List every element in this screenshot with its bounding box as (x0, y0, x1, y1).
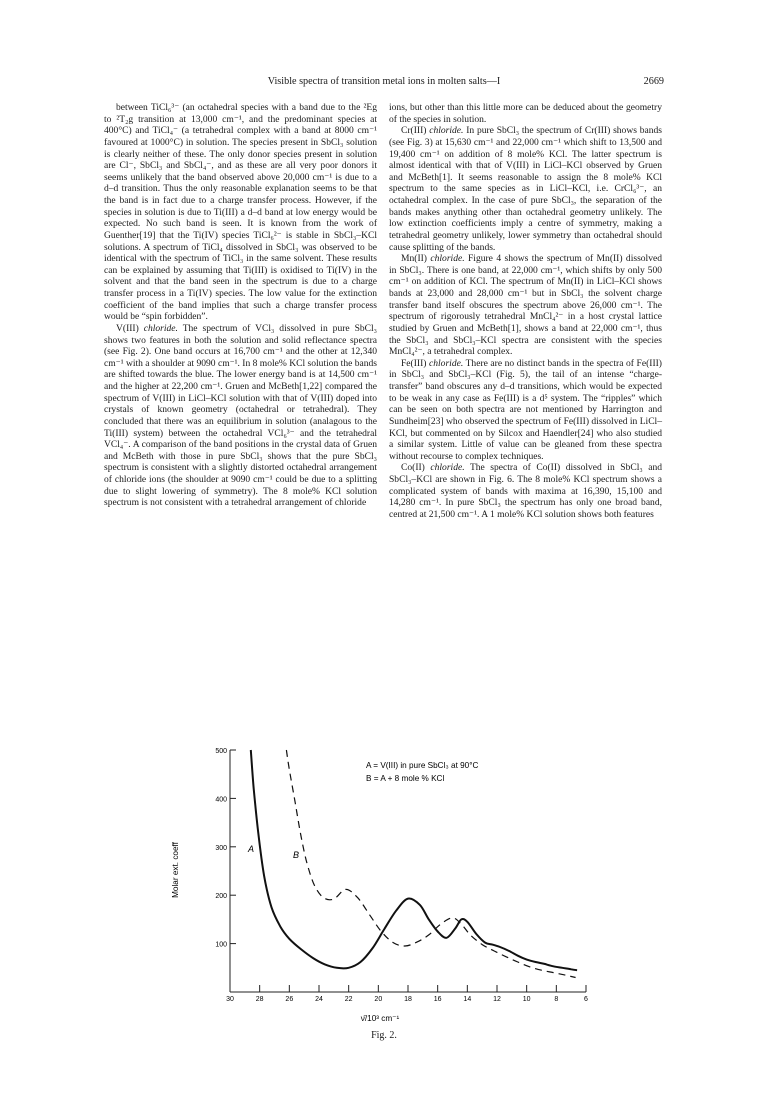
paragraph (389, 253, 662, 358)
section-lead-italic: chloride. (430, 462, 465, 474)
paragraph-text: In pure SbCl₃ the spectrum of Cr(III) shows bands (see Fig. 3) at 15,630 cm⁻¹ and 22,000 cm⁻¹ which shift to 13,500 and 19,400 cm⁻¹ on addition of 8 mole% KCl. The latter spectrum is almost identical with that of V(III) in LiCl–KCl observed by Gruen and McBeth[1]. It seems reasonable to assign the 8 mole% KCl spectrum to the same species as in LiCl–KCl, i.e. CrCl₆³⁻, an octahedral complex. In the case of pure SbCl₃, the separation of the bands makes anything other than octahedral geometry unlikely. The low extinction coefficients imply a centre of symmetry, making a tetrahedral geometry unlikely, lower symmetry than octahedral should cause splitting of the bands. (389, 125, 662, 253)
x-tick-label: 28 (255, 996, 264, 1003)
x-tick-label: 16 (433, 996, 442, 1003)
x-axis-label: ν̄/10³ cm⁻¹ (360, 1014, 400, 1023)
section-lead-italic: chloride. (143, 322, 178, 334)
y-tick-label: 200 (215, 893, 227, 901)
x-tick-label: 12 (493, 996, 501, 1003)
figure-2 (170, 740, 610, 1030)
x-tick-label: 14 (463, 996, 472, 1003)
legend-line-1: A = V(III) in pure SbCl₃ at 90°C (366, 761, 479, 770)
x-tick-label: 6 (584, 996, 588, 1003)
y-tick-label: 100 (215, 941, 227, 949)
spectrum-chart (170, 740, 610, 1030)
right-column (389, 102, 662, 521)
x-tick-label: 22 (344, 996, 353, 1003)
y-tick-label: 500 (215, 748, 227, 755)
page-number: 2669 (643, 76, 664, 87)
paragraph (104, 102, 377, 323)
x-tick-label: 30 (226, 996, 234, 1003)
paragraph-text: There are no distinct bands in the spectra of Fe(III) in SbCl₃ and SbCl₃–KCl (Fig. 5), the tail of an intense “charge-transfer” band obscures any d–d transitions, which would be expected to be weak in any case as Fe(III) is a d⁵ system. The “ripples” which can be seen on both spectra are not mentioned by Harrington and Sundheim[23] who observed the spectrum of Fe(III) dissolved in LiCl–KCl, but commented on by Silcox and Haendler[24] who also studied a similar system. Little of value can be gleaned from these spectra without recourse to complex techniques. (389, 357, 662, 462)
x-tick-label: 20 (374, 996, 383, 1003)
section-lead-italic: chloride. (429, 125, 464, 137)
section-lead-italic: chloride. (430, 253, 465, 265)
y-tick-label: 300 (215, 844, 227, 852)
series-line-b (286, 750, 575, 978)
section-lead-italic: chloride. (429, 357, 464, 369)
series-line-a (251, 750, 577, 970)
running-title: Visible spectra of transition metal ions in molten salts—I (267, 76, 501, 87)
x-tick-label: 26 (285, 996, 294, 1003)
left-column (104, 102, 377, 509)
series-label-a: A (248, 844, 255, 854)
paragraph-text: Figure 4 shows the spectrum of Mn(II) dissolved in SbCl₃. There is one band, at 22,000 cm⁻¹, which shifts by only 500 cm⁻¹ on addition of KCl. The spectrum of Mn(II) in LiCl–KCl shows bands at 23,000 and 28,000 cm⁻¹ but in SbCl₃ the solvent charge transfer band itself obscures the spectrum above 26,000 cm⁻¹. The spectrum of rigorously tetrahedral MnCl₄²⁻ in a host crystal lattice studied by Gruen and McBeth[1], shows a band at 22,000 cm⁻¹, thus the SbCl₃ and SbCl₃–KCl spectra are consistent with the species MnCl₄²⁻, a tetrahedral complex. (389, 253, 662, 358)
running-header (104, 76, 664, 90)
paragraph (389, 125, 662, 253)
series-label-b: B (293, 850, 300, 860)
paragraph-text: The spectrum of VCl₃ dissolved in pure SbCl₃ shows two features in both the solution and solid reflectance spectra (see Fig. 2). One band occurs at 16,700 cm⁻¹ and the other at 12,340 cm⁻¹ with a shoulder at 9090 cm⁻¹. In 8 mole% KCl solution the bands are shifted towards the blue. The lower energy band is at 14,500 cm⁻¹ and the higher at 22,200 cm⁻¹. Gruen and McBeth[1,22] compared the spectrum of V(III) in LiCl–KCl solution with that of V(III) doped into crystals of known geometry (octahedral or tetrahedral). They concluded that there was an equilibrium in solution (analagous to the Ti(III) system) between the octahedral VCl₆³⁻ and the tetrahedral VCl₄⁻. A comparison of the band positions in the crystal data of Gruen and McBeth with those in pure SbCl₃ shows that the pure SbCl₃ spectrum is consistent with a slightly distorted octahedral arrangement of chloride ions (the shoulder at 9090 cm⁻¹ could be due to a splitting due to slight lowering of symmetry). The 8 mole% KCl solution spectrum is not consistent with a tetrahedral arrangement of chloride (104, 322, 377, 509)
paragraph (389, 102, 662, 125)
paragraph (104, 323, 377, 509)
y-tick-label: 400 (215, 796, 227, 804)
section-lead: Cr(III) (401, 125, 430, 137)
paragraph-text: between TiCl₆³⁻ (an octahedral species with a band due to the ²Eg to ²T₂g transition at 13,000 cm⁻¹, and the predominant species at 400°C) and TiCl₄⁻ (a tetrahedral complex with a band at 8000 cm⁻¹ favoured at 1000°C) in solution. The species present in SbCl₃ solution is clearly neither of these. The only donor species present in solution are Cl⁻, SbCl₃ and SbCl₄⁻, and as these are all very poor donors it seems unlikely that the band observed above 20,000 cm⁻¹ is due to a d–d transition. Thus the only reasonable explanation seems to be that the band is in fact due to a charge transfer process. However, if the species in solution is due to Ti(III) a d–d band at low energy would be expected. No such band is seen. It is known from the work of Guenther[19] that the Ti(IV) species TiCl₆²⁻ is stable in SbCl₃–KCl solutions. A spectrum of TiCl₄ dissolved in SbCl₃ was observed to be identical with the spectrum of TiCl₃ in the same solvent. These results can be explained by assuming that Ti(III) is oxidised to Ti(IV) in the solvent and that the band seen in the spectrum is due to a charge transfer process in a Ti(IV) species. The low value for the extinction coefficient of the band implies that such a charge transfer process would be “spin forbidden”. (104, 102, 377, 323)
paragraph-text: ions, but other than this little more can be deduced about the geometry of the species in solution. (389, 102, 662, 125)
x-tick-label: 10 (522, 996, 531, 1003)
paragraph (389, 462, 662, 520)
section-lead: V(III) (116, 322, 144, 334)
x-tick-label: 24 (315, 996, 323, 1003)
legend-line-2: B = A + 8 mole % KCl (366, 774, 445, 783)
section-lead: Co(II) (401, 462, 431, 474)
paragraph (389, 358, 662, 463)
figure-caption: Fig. 2. (371, 1030, 397, 1041)
section-lead: Mn(II) (401, 253, 431, 265)
section-lead: Fe(III) (401, 357, 430, 369)
paragraph-text: The spectra of Co(II) dissolved in SbCl₃ and SbCl₃–KCl are shown in Fig. 6. The 8 mole% KCl spectrum shows a complicated system of bands with maxima at 16,390, 15,100 and 14,280 cm⁻¹. In pure SbCl₃ the spectrum has only one broad band, centred at 21,500 cm⁻¹. A 1 mole% KCl solution shows both features (389, 462, 662, 520)
x-tick-label: 8 (554, 996, 559, 1003)
y-axis-label: Molar ext. coeff (171, 842, 180, 898)
x-tick-label: 18 (404, 996, 412, 1003)
